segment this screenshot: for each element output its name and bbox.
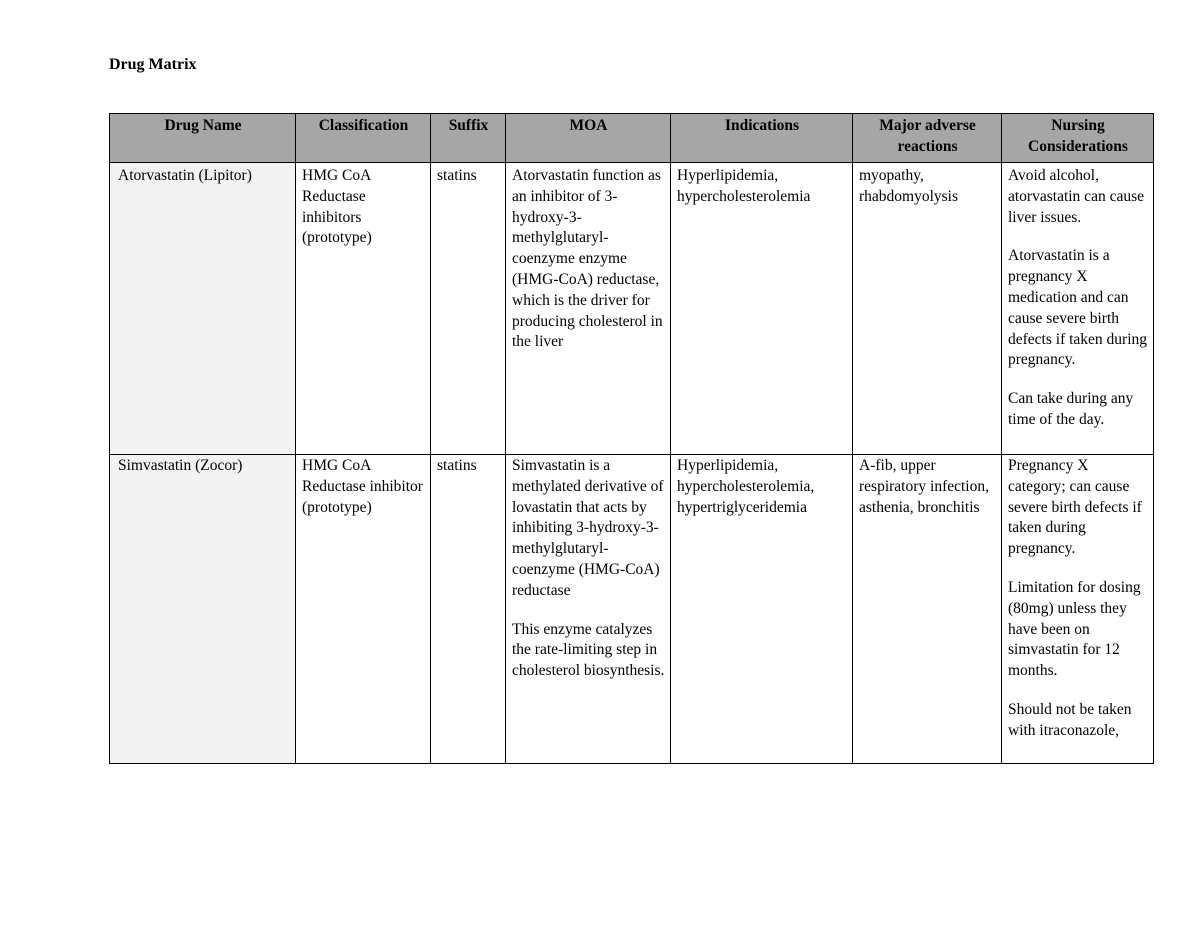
cell-nursing-considerations — [1002, 455, 1154, 764]
moa-paragraph: Atorvastatin function as an inhibitor of 3-hydroxy-3-methylglutaryl-coenzyme enzyme (HMG-CoA) reductase, which is the driver for producing cholesterol in the liver — [512, 167, 663, 351]
header-classification: Classification — [296, 114, 431, 163]
cell-indications: Hyperlipidemia, hypercholesterolemia, hypertriglyceridemia — [671, 455, 853, 764]
drug-matrix-table — [109, 113, 1154, 764]
moa-paragraph: This enzyme catalyzes the rate-limiting step in cholesterol biosynthesis. — [512, 620, 665, 680]
table-row — [110, 163, 1154, 455]
nursing-paragraph: Pregnancy X category; can cause severe birth defects if taken during pregnancy. — [1008, 457, 1142, 558]
header-drug-name: Drug Name — [110, 114, 296, 163]
cell-drug-name: Simvastatin (Zocor) — [110, 455, 296, 764]
cell-nursing-considerations — [1002, 163, 1154, 455]
table-header-row — [110, 114, 1154, 163]
nursing-paragraph: Should not be taken with itraconazole, — [1008, 700, 1132, 739]
nursing-paragraph: Atorvastatin is a pregnancy X medication and can cause severe birth defects if taken during pregnancy. — [1008, 247, 1148, 369]
cell-moa — [506, 455, 671, 764]
header-nursing-considerations: Nursing Considerations — [1002, 114, 1154, 163]
cell-moa — [506, 163, 671, 455]
cell-classification: HMG CoA Reductase inhibitors (prototype) — [296, 163, 431, 455]
nursing-paragraph: Can take during any time of the day. — [1008, 390, 1134, 428]
cell-suffix: statins — [431, 455, 506, 764]
cell-adverse-reactions: myopathy, rhabdomyolysis — [853, 163, 1002, 455]
header-adverse-reactions: Major adverse reactions — [853, 114, 1002, 163]
cell-indications: Hyperlipidemia, hypercholesterolemia — [671, 163, 853, 455]
cell-suffix: statins — [431, 163, 506, 455]
cell-drug-name: Atorvastatin (Lipitor) — [110, 163, 296, 455]
table-row — [110, 455, 1154, 764]
nursing-paragraph: Avoid alcohol, atorvastatin can cause liver issues. — [1008, 167, 1144, 226]
cell-adverse-reactions: A-fib, upper respiratory infection, asthenia, bronchitis — [853, 455, 1002, 764]
moa-paragraph: Simvastatin is a methylated derivative of lovastatin that acts by inhibiting 3-hydroxy-3-methylglutaryl-coenzyme (HMG-CoA) reductase — [512, 457, 664, 599]
header-indications: Indications — [671, 114, 853, 163]
header-suffix: Suffix — [431, 114, 506, 163]
nursing-paragraph: Limitation for dosing (80mg) unless they have been on simvastatin for 12 months. — [1008, 578, 1141, 680]
header-moa: MOA — [506, 114, 671, 163]
cell-classification: HMG CoA Reductase inhibitor (prototype) — [296, 455, 431, 764]
page-title: Drug Matrix — [109, 56, 197, 73]
